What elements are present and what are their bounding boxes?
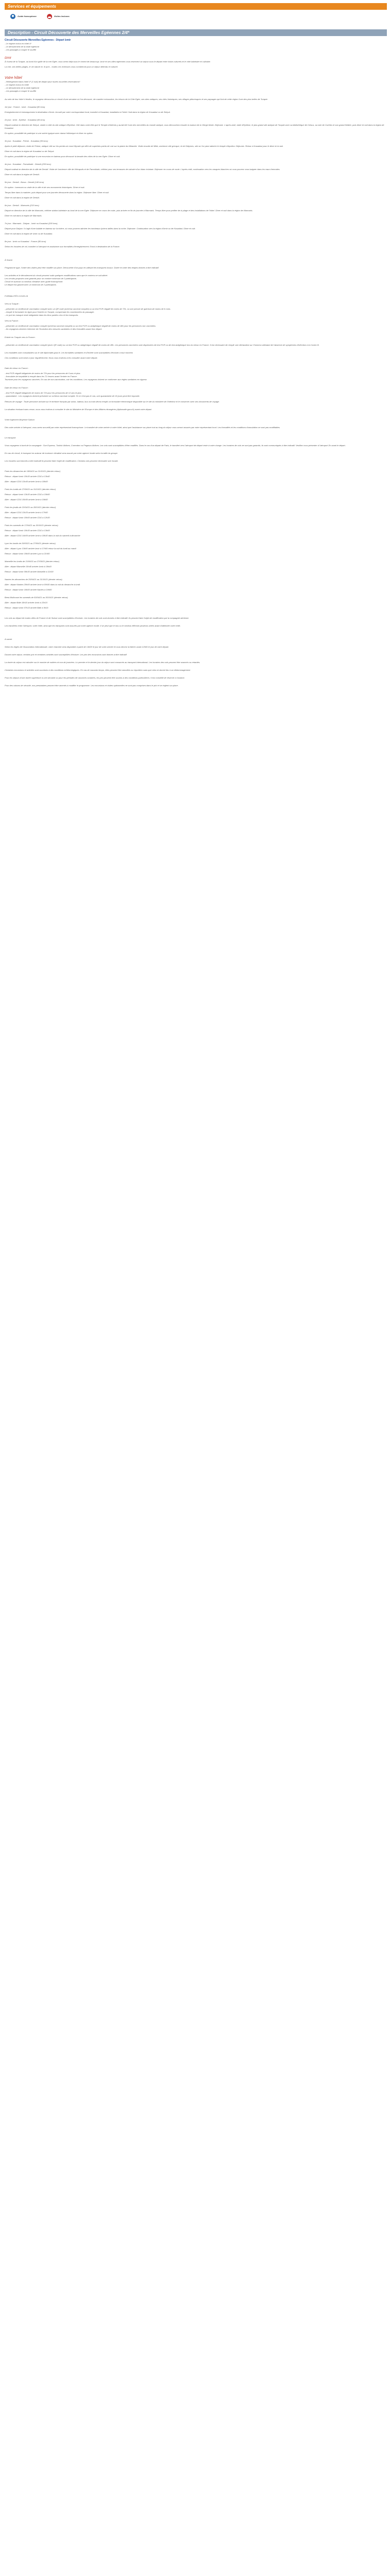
izmir-heading: Izmir <box>5 57 11 60</box>
intro-list <box>5 42 386 52</box>
badge-visits <box>47 14 70 19</box>
circuit-title: Circuit Découverte Merveilles Egéennes - Départ Izmir <box>5 39 71 42</box>
badge-guide-label: Guide francophone <box>18 15 37 18</box>
flight-note: Les vols au départ de toutes villes de France et de Suisse sont susceptibles d'évoluer. Les horaires de vols sont donnés à titre indicatif. Ils peuvent faire l'objet de modification par la compagnie aérienne. <box>5 617 189 619</box>
travel-item: - formulaire de traçabilité à remplir dans les 72 heures avant l'entrée en France. <box>5 375 77 378</box>
transport-text: Vous voyagerez à bord de la compagnie : Sun Express, Turkish Airlines, Corendon ou Pegasus Airlines. Les vols sont susceptibles d'être modifiés. Dans le cas d'un départ de Paris, le transfert vers l'aéroport de départ reste à votre charge. Les horaires de vols ne sont pas garantis, ils sont communiqués à titre indicatif. Veuillez vous présenter à l'aéroport 2h avant le départ. <box>5 444 346 447</box>
departure-line: Retour : départ Izmir 10h30 arrivée CDG à 13h40 <box>5 475 50 478</box>
departure-line: Retour : départ Izmir 13h30 arrivée CDG à 15h50 <box>5 493 50 496</box>
formalities-text: Vers la Turquie : <box>5 302 20 305</box>
formalities-list-2 <box>5 325 386 331</box>
departure-city: Paris les lundis de 27/06/21 au 31/10/21 (dernier retour) <box>5 488 56 490</box>
travel-item: - quarantaine : Les voyageurs doivent présenter un schéma vaccinal complet. Si ce n'est pas le cas, une quarantaine de 10 jours peut être imposée. <box>5 395 140 397</box>
services-banner: Services et équipements <box>5 3 387 10</box>
day-text: Départ en direction de la ville de Marmaris, célèbre station balnéaire au bord de la mer Egée. Déjeuner en cours de route, puis arrivée en fin de journée à Marmaris. Temps libre pour profiter de la plage et des installations de l'hôtel. Dîner et nuit dans la région de Marmaris. <box>5 209 253 212</box>
guide-icon <box>10 14 15 19</box>
departure-line: Aller : départ CDG 13h20 arrivée Izmir à 17h50 <box>5 511 48 514</box>
day-text: En option, possibilité de participer à une excursion en bateau pour découvrir la beauté des côtes de la mer Egée. Dîner et nuit. <box>5 155 120 158</box>
children-icon <box>47 14 52 19</box>
savoir-text-2: Durant votre séjour, certains prix et certaines activités sont susceptibles d'évoluer. Les prix des excursions sont donnés à titre indicatif. <box>5 653 127 656</box>
departure-line: Retour : départ Izmir 19h00 arrivée Lyon à 21h00 <box>5 552 50 555</box>
hotel-item: - Le déroulement de la visite égéenne <box>5 87 39 89</box>
day-text: Enregistrement et embarquement à destination d'Izmir. Accueil par votre correspondant local, transfert à Kusadasi, installation à l'hôtel. Nuit dans la région de Kusadasi ou de Selçuk. <box>5 111 171 113</box>
day-text: Dîner et nuit dans la région de Kusadasi ou de Selçuk. <box>5 150 55 152</box>
formalities-heading: FORMALITÉS COVID-19 <box>5 295 28 297</box>
departure-city: Brest-Mulhouse les samedis de 03/04/21 au 30/10/21 (dernier retour) <box>5 596 68 599</box>
departure-line: Aller : départ Lyon 13h00 arrivée Izmir à 17h00 retour la nuit du lundi au mardi <box>5 547 76 550</box>
description-banner: Description - Circuit Découverte des Merveilles Egéennes 2/4* <box>5 29 387 36</box>
day-text: En option : hammam ou visite de la ville et de ses monuments historiques. Dîner et nuit. <box>5 186 85 189</box>
savoir-text-6: Pour des raisons de sécurité, nos prestataires peuvent être amenés à modifier le programme. Les excursions et visites optionnelles ne sont pas comprises dans le prix et se règlent sur place. <box>5 684 178 687</box>
intro-item: - Le déroulement de la visite égéenne <box>5 45 39 48</box>
departure-line: Retour : départ Izmir 10h30 arrivée CDG à 13h00 <box>5 529 50 532</box>
departure-block <box>5 488 386 501</box>
travel-heading-2: Date de retour en France : <box>5 386 29 389</box>
formalities-item: - remplir le formulaire en ligne pour l'entrée en Turquie, comprenant les coordonnées du passager. <box>5 311 94 313</box>
transport-text-2: En cas de circuit, le transport en autocar de tourisme climatisé sera assuré par notre agence locale selon la taille du groupe. <box>5 452 118 454</box>
travel-heading: Date de retour en France : <box>5 367 29 369</box>
notice-item: Circuit en autocar ou minibus climatisé avec guide francophone. <box>5 280 63 283</box>
travel-list <box>5 372 386 381</box>
day-text: Temps libre dans la matinée, puis départ pour une journée découverte dans la région. Déjeuner libre. Dîner et nuit. <box>5 191 109 194</box>
departure-block <box>5 596 386 609</box>
day-title: 7e jour : Marmaris - Dalyan - Izmir ou Kusadasi (200 kms) <box>5 222 58 225</box>
departure-line: Retour : départ Izmir 16h00 arrivée Nantes à 19h00 <box>5 588 52 591</box>
day-title: 2e jour : Izmir - Ephèse - Kusadasi (45 kms) <box>5 118 45 121</box>
savoir-text-4: Certaines excursions et activités sont soumises à des conditions météorologiques. En cas de mauvais temps, elles peuvent être annulées ou reportées sans que cela ne donne lieu à un dédommagement. <box>5 669 191 671</box>
travel-list-2 <box>5 392 386 398</box>
savoir-text: Selon les règles de l'Association Internationale, votre chambre sera disponible à partir de 14h00 le jour de votre arrivée et vous devrez la libérer avant 12h00 le jour de votre départ. <box>5 646 169 648</box>
formalities-item: - présenter un certificat de vaccination complet avec un QR code (schéma vaccinal complet) ou un test PCR négatif de moins de 72h, ou une preuve de guérison de moins de 6 mois. <box>5 308 171 310</box>
departure-line: Aller : départ Bâle 18h15 arrivée Izmir à 22h15 <box>5 601 47 604</box>
departure-line: Aller : départ Marseille 15h40 arrivée Izmir à 19h40 <box>5 565 52 568</box>
general-text: Au sein de leur hôtel 4 étoiles, le voyageur découvrira un circuit d'une semaine où l'on découvre, de manière exhaustive, les trésors de la Côte Egée, ses sites antiques, ses cités historiques, ses villages pittoresques et ses paysages qui font de cette région l'une des plus belles de Turquie. <box>5 98 268 100</box>
description-content <box>0 39 391 698</box>
day-text: Selon les horaires de vol, transfert à l'aéroport et assistance aux formalités d'enregistrement. Envol à destination de la France. <box>5 245 120 248</box>
flight-note-2: Les transferts entre l'aéroport, votre hôtel, ainsi que les transports sont assurés par notre agence locale. Il se peut que le bus ou le minibus effectue plusieurs arrêts avant d'atteindre votre hôtel. <box>5 624 181 627</box>
day-text: Dîner et nuit dans la région de Denizli. <box>5 196 40 199</box>
travel-text-2: La situation évoluant sans cesse, nous vous invitons à consulter le site du Ministère de l'Europe et des Affaires étrangères (diplomatie.gouv.fr) avant votre départ. <box>5 408 152 411</box>
notice-item: Le départ est garanti avec un minimum de 2 participants. <box>5 283 57 286</box>
page <box>0 3 391 698</box>
travel-item: Tourisme pour les voyageurs vaccinés. En cas de non-vaccination, voir les conditions. Les voyageurs doivent se conformer aux règles sanitaires en vigueur. <box>5 378 148 381</box>
departure-block <box>5 542 386 555</box>
day-text: Départ matinal en direction de Selçuk, située à côté du site antique d'Ephèse. Cité dans votre tête que le Temple d'Artémis y aurait été l'une des merveilles du monde antique, vous découvrirez ensuite la maison de la Vierge Marie. Déjeuner. L'après-midi, visite d'Ephèse, le plus grand site antique de Turquie avec sa bibliothèque de Celsus, sa voie de Curètes et son grand théâtre, puis dîner et nuit dans la région de Kusadasi. <box>5 124 384 129</box>
formalities-text-2: Vers la France : <box>5 319 20 322</box>
day-text: Dîner et nuit dans la région de Izmir ou de Kusadasi. <box>5 232 53 235</box>
departure-block <box>5 578 386 591</box>
departure-line: Aller : départ CDG 15h50 arrivée Izmir à 19h50 <box>5 498 48 501</box>
departure-block <box>5 506 386 519</box>
day-text: Départ pour Dalyan. Il s'agit d'une balade en bateau sur la rivière, où vous pourrez admirer les tombeaux lyciens taillés dans la roche. Déjeuner. Continuation vers la région d'Izmir ou de Kusadasi. Dîner et nuit. <box>5 227 196 230</box>
day-text: Départ matinal en direction de la ville de Denizli. Visite de l'ancienne ville de Hiérapolis et de Pamukkale, célèbre pour ses terrasses de calcaire d'un blanc éclatant. Déjeuner en cours de route. L'après-midi, continuation vers les vasques blanches où vous pourrez vous baigner dans les eaux thermales. <box>5 168 281 171</box>
departure-block <box>5 524 386 537</box>
day-title: 3e jour : Kusadasi - Priene - Kusadasi (55 kms) <box>5 140 48 142</box>
formalities-item: - les voyageurs doivent s'informer de l'évolution des mesures sanitaires et des formalités avant leur départ. <box>5 328 102 330</box>
departure-block <box>5 470 386 483</box>
formalities-link: Entrée en Turquie vers la France : <box>5 336 36 338</box>
notice-item: Les activités et le déroulement du circuit peuvent subir quelques modifications sans que le contenu ne soit altéré. <box>5 274 108 277</box>
departure-block <box>5 560 386 573</box>
notice-item: Les circuits proposés sont garantis pour un nombre minimum de 2 participants. <box>5 277 77 280</box>
hotel-list <box>5 80 386 93</box>
lodging-heading: Votre logement Moyenne Saison <box>5 418 35 421</box>
departure-city: Paris les dimanches de 18/04/21 au 31/10/21 (dernier retour) <box>5 470 61 472</box>
savoir-text-5: Pour les séjours d'une durée supérieure à une semaine ou pour les périodes de vacances scolaires, les prix peuvent être soumis à des conditions particulières. Il est conseillé de réserver à l'avance. <box>5 676 185 679</box>
day-title: 5e jour : Denizli - Bursa - Denizli (140 kms) <box>5 181 44 183</box>
day-text: Dîner et nuit dans la région de Marmaris. <box>5 214 42 217</box>
travel-text: Retours de voyage : Toute personne arrivant sur le territoire français par avion, bateau, bus ou train devra remplir un formulaire électronique disponible sur le site du ministère de l'Intérieur et le conserver avec ses documents de voyage. <box>5 400 220 403</box>
day-text: En option, possibilité de participer à une soirée typique avec danse folklorique et dîner en option. <box>5 132 93 134</box>
departure-city: Paris les jeudis de 22/04/21 au 28/10/21 (dernier retour) <box>5 506 56 509</box>
hotel-heading: Votre hôtel <box>5 76 22 80</box>
departure-line: Retour : départ Izmir 10h00 arrivée CDG à 12h30 <box>5 516 50 519</box>
intro-item: - Les passages à couper le souffle <box>5 48 36 51</box>
departure-line: Retour : départ Izmir 09h30 arrivée Marseille à 11h30 <box>5 570 54 573</box>
day-text: Après le petit déjeuner, visite de Priene, antique cité sur les pentes du mont Mycale qui offre de superbes points de vue sur la plaine du Méandre. Visite ensuite de Milet, ancienne cité grecque, et de Didymes, site où l'on peut admirer le temple d'Apollon. Déjeuner. Retour à Kusadasi pour le dîner et la nuit. <box>5 145 284 147</box>
formalities-text-5: Ces conditions sont mises à jour régulièrement. Nous vous invitons à les consulter avant votre départ. <box>5 357 98 359</box>
badge-visits-label: Visites Incluses <box>54 15 70 18</box>
transport-text-3: Les horaires sont donnés à titre indicatif et peuvent faire l'objet de modification. Certains vols peuvent nécessiter une escale. <box>5 460 119 462</box>
lodging-text: Dès votre arrivée à l'aéroport, vous serez accueilli par notre représentant francophone. Le transfert de votre arrivée à votre hôtel, ainsi que l'assistance sur place tout au long du séjour vous seront assurés par notre représentant local. Les formalités et les conditions d'annulation ne sont pas modifiables. <box>5 426 281 429</box>
travel-item: - test PCR négatif obligatoire de moins de 72h pour les personnes de 6 ans et plus. <box>5 372 81 375</box>
izmir-text: À l'ouest de la Turquie, au bord d'un golfe de la mer Egée, vous serez déjà sous le ciment de beaucoup. Izmir et ses villes égéennes vous réservent un séjour sous le départ entre loisirs culturels et le côté balnéaire et culinaire. <box>5 60 211 63</box>
hotel-item: - Les passages à couper le souffle <box>5 90 36 92</box>
day-text: Dîner et nuit dans la région de Denizli. <box>5 173 40 176</box>
formalities-text-4: Les modalités sont consultables sur le site diplomatie.gouv.fr. Les formalités sanitaires et d'entrée sont susceptibles d'évoluer à tout moment. <box>5 351 134 354</box>
savoir-heading: A savoir <box>5 638 12 640</box>
day-title: 4e jour : Kusadasi - Pamukkale - Denizli (200 kms) <box>5 163 51 165</box>
departure-line: Aller : départ Nantes 20h00 arrivée Izmir à 00h30 dans la nuit du dimanche à lundi <box>5 583 80 586</box>
day-title: 1er jour : France - Izmir - Kusadasi (80 kms) <box>5 106 45 108</box>
day-title: 6e jour : Denizli - Marmaris (210 kms) <box>5 204 39 207</box>
day-title: 8e jour : Izmir ou Kusadasi - France (80 kms) <box>5 240 46 243</box>
badge-guide <box>10 14 37 19</box>
travel-item: - test PCR négatif obligatoire de moins de 72h pour les personnes de 12 ans et plus. <box>5 392 82 394</box>
departure-line: Aller : départ CDG 14h00 arrivée Izmir à 18h30 dans la nuit du samedi à dimanche <box>5 534 80 537</box>
hotel-item: - Hébergement dans hôtel 4* (1 nuit) de départ pour toutes nouvelles réservations* <box>5 80 80 83</box>
departure-city: Paris les samedis de 17/04/21 au 30/10/21 (dernier retour) <box>5 524 58 527</box>
badges-row <box>10 13 391 20</box>
departure-city: Nantes les dimanches de 25/04/21 au 31/10/21 (dernier retour) <box>5 578 62 581</box>
notice-heading: À Savoir <box>5 259 13 261</box>
departure-line: Retour : départ Izmir 07h15 arrivée Bâle à 9h15 <box>5 606 48 609</box>
transport-heading: Le transport <box>5 436 16 439</box>
formalities-list <box>5 308 386 317</box>
izmir-text-2: La mer, ses belles plages, le vin nature et, le port... toutes ces richesses vous combleront pour un séjour détendu et culturel. <box>5 65 118 68</box>
departure-line: Aller : départ CDG 13h40 arrivée Izmir à 18h00 <box>5 480 48 483</box>
notice-list <box>5 274 386 286</box>
formalities-item: - Le port du masque reste obligatoire dans les lieux publics clos et les transports. <box>5 314 79 316</box>
savoir-text-3: La durée du séjour est calculée sur le nombre de nuitées et non de journées. Le premier et le dernier jour du séjour sont consacrés au transport international. Les horaires des vols peuvent être avancés ou retardés. <box>5 661 201 664</box>
formalities-item: - présenter un certificat de vaccination complet (schéma vaccinal complet) ou un test PCR ou antigénique négatif de moins de 48h pour les personnes non vaccinées. <box>5 325 156 327</box>
notice-text: Programme type, l'ordre des visites peut être modifié sur place. Découverte d'un pays en utilisant les transports locaux. Durée et ordre des étapes donnés à titre indicatif. <box>5 266 159 269</box>
hotel-item: - Le régime inclus en hôtel <box>5 83 29 86</box>
formalities-text-3: - présenter un certificat de vaccination complet (avec QR code) ou un test PCR ou antigénique négatif de moins de 48h. Les personnes vaccinées sont dispensées de test PCR ou de test antigénique lors du retour en France. Il est nécessaire de remplir une déclaration sur l'honneur attestant de l'absence de symptômes d'infection à la Covid-19. <box>5 344 319 346</box>
intro-item: - Le régime inclus en hôtel 4* <box>5 42 31 45</box>
departure-city: Lyon les lundis de 29/03/21 au 27/09/21 (dernier retour) <box>5 542 56 545</box>
departure-city: Marseille les lundis de 21/06/21 au 27/09/21 (dernier retour) <box>5 560 60 563</box>
